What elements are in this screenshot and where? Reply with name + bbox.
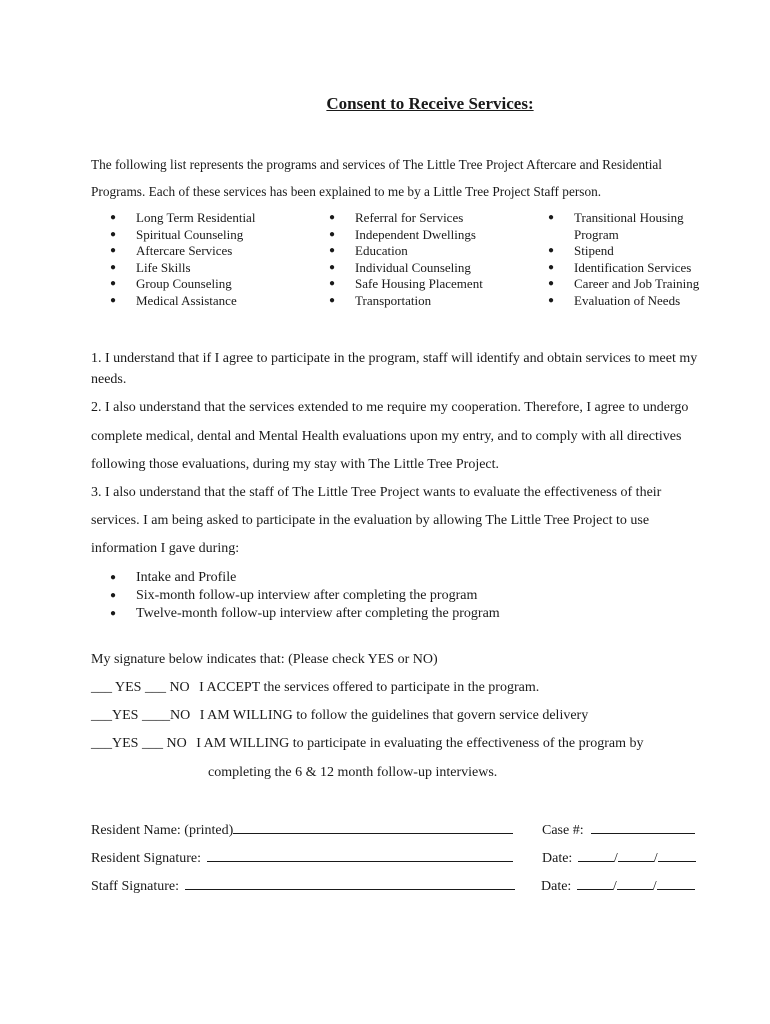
list-item: ● Identification Services: [548, 260, 728, 277]
list-item: ● Stipend: [548, 243, 728, 260]
list-item: ● Independent Dwellings: [329, 227, 539, 244]
list-item: ● Spiritual Counseling: [110, 227, 320, 244]
list-item: ● Referral for Services: [329, 210, 539, 227]
list-item: ● Medical Assistance: [110, 293, 320, 310]
list-item-text: Program: [574, 226, 619, 242]
services-column-3: [548, 210, 728, 309]
statement-2-line-1: 2. I also understand that the services extended to me require my cooperation. Therefore, I agree to undergo: [91, 400, 689, 415]
case-number-field[interactable]: [591, 821, 695, 834]
list-item: ● Safe Housing Placement: [329, 276, 539, 293]
date-month-field[interactable]: [578, 849, 614, 862]
services-column-2: [329, 210, 539, 309]
date-year-field[interactable]: [658, 849, 696, 862]
intro-line-1: The following list represents the programs and services of The Little Tree Project Aftercare and Residential: [91, 157, 662, 172]
check-row-accept: [91, 680, 539, 696]
statement-3-line-3: information I gave during:: [91, 541, 240, 556]
no-checkbox-blank[interactable]: ___ NO: [144, 680, 190, 695]
staff-signature-label: Staff Signature:: [91, 879, 180, 894]
evaluation-list: [110, 569, 500, 623]
list-item: ● Aftercare Services: [110, 243, 320, 260]
page-title: Consent to Receive Services:: [326, 94, 534, 113]
resident-name-row: [91, 821, 513, 839]
list-item: ● Twelve-month follow-up interview after completing the program: [110, 605, 500, 623]
statement-1-line-1: 1. I understand that if I agree to participate in the program, staff will identify and obtain services to meet my: [91, 351, 698, 366]
staff-date-row: Date: / /: [541, 877, 695, 895]
check-statement: I AM WILLING to participate in evaluating the effectiveness of the program by: [196, 736, 644, 751]
statement-2-line-2: complete medical, dental and Mental Health evaluations upon my entry, and to comply with all directives: [91, 429, 682, 444]
list-item: ● Life Skills: [110, 260, 320, 277]
check-statement: I ACCEPT the services offered to participate in the program.: [199, 680, 540, 695]
yes-checkbox-blank[interactable]: ___YES: [91, 708, 139, 723]
list-item: ● Education: [329, 243, 539, 260]
list-item: ● Evaluation of Needs: [548, 293, 728, 310]
check-statement-continuation: completing the 6 & 12 month follow-up interviews.: [208, 765, 498, 780]
signature-instructions: My signature below indicates that: (Please check YES or NO): [91, 652, 438, 667]
check-row-guidelines: [91, 708, 588, 724]
resident-signature-field[interactable]: [207, 849, 513, 862]
date-label: Date:: [541, 879, 572, 894]
resident-signature-label: Resident Signature:: [91, 851, 202, 866]
yes-checkbox-blank[interactable]: ___YES: [91, 736, 139, 751]
date-day-field[interactable]: [617, 877, 653, 890]
list-item: ● Transportation: [329, 293, 539, 310]
intro-line-2: Programs. Each of these services has been explained to me by a Little Tree Project Staff person.: [91, 184, 602, 199]
date-label: Date:: [542, 851, 573, 866]
list-item-continuation: [548, 227, 728, 244]
list-item: ● Transitional Housing: [548, 210, 728, 227]
resident-name-label: Resident Name: (printed): [91, 823, 234, 838]
date-month-field[interactable]: [577, 877, 613, 890]
list-item: ● Group Counseling: [110, 276, 320, 293]
resident-name-field[interactable]: [233, 821, 513, 834]
case-number-row: [542, 821, 695, 839]
staff-signature-field[interactable]: [185, 877, 515, 890]
statement-3-line-2: services. I am being asked to participate in the evaluation by allowing The Little Tree Project to use: [91, 513, 650, 528]
services-column-1: [110, 210, 320, 309]
check-row-evaluation: [91, 736, 644, 752]
statement-1-line-2: needs.: [91, 372, 127, 387]
yes-checkbox-blank[interactable]: ___ YES: [91, 680, 142, 695]
no-checkbox-blank[interactable]: ___ NO: [141, 736, 187, 751]
statement-3-line-1: 3. I also understand that the staff of The Little Tree Project wants to evaluate the effectiveness of their: [91, 485, 662, 500]
case-number-label: Case #:: [542, 823, 584, 838]
no-checkbox-blank[interactable]: ____NO: [141, 708, 191, 723]
date-year-field[interactable]: [657, 877, 695, 890]
list-item: ● Six-month follow-up interview after completing the program: [110, 587, 500, 605]
list-item: ● Long Term Residential: [110, 210, 320, 227]
check-statement: I AM WILLING to follow the guidelines that govern service delivery: [199, 708, 589, 723]
list-item: ● Career and Job Training: [548, 276, 728, 293]
staff-signature-row: [91, 877, 515, 895]
resident-signature-row: [91, 849, 513, 867]
list-item: ● Intake and Profile: [110, 569, 500, 587]
date-day-field[interactable]: [618, 849, 654, 862]
statement-2-line-3: following those evaluations, during my stay with The Little Tree Project.: [91, 457, 500, 472]
list-item: ● Individual Counseling: [329, 260, 539, 277]
resident-date-row: Date: / /: [542, 849, 696, 867]
